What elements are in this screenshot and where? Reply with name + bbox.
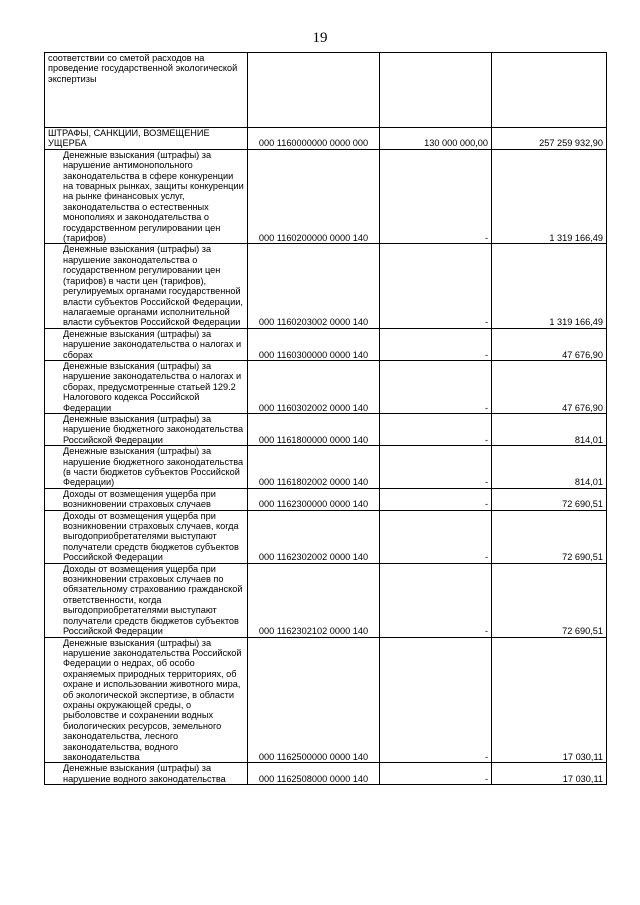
- row-plan: -: [380, 244, 492, 328]
- row-plan: 130 000 000,00: [380, 128, 492, 150]
- table-row: [45, 413, 607, 445]
- row-code: 000 1160203002 0000 140: [248, 244, 380, 328]
- row-name: Денежные взыскания (штрафы) за нарушение бюджетного законодательства (в части бюджетов субъектов Российской Федерации): [45, 446, 248, 489]
- row-plan: -: [380, 763, 492, 785]
- row-name: Доходы от возмещения ущерба при возникновении страховых случаев, когда выгодоприобретателями выступают получатели средств бюджетов субъектов Российской Федерации: [45, 510, 248, 563]
- row-plan: -: [380, 328, 492, 360]
- row-exec: 17 030,11: [492, 763, 607, 785]
- row-plan: -: [380, 488, 492, 510]
- row-code: 000 1162508000 0000 140: [248, 763, 380, 785]
- table-row: [45, 53, 607, 128]
- row-name: Денежные взыскания (штрафы) за нарушение антимонопольного законодательства в сфере конкуренции на товарных рынках, защиты конкуренции на рынке финансовых услуг, законодательства о естественных монополиях и законодательства о государственном регулировании цен (тарифов): [45, 149, 248, 244]
- row-exec: 47 676,90: [492, 328, 607, 360]
- row-code: 000 1160302002 0000 140: [248, 360, 380, 413]
- table-row: [45, 360, 607, 413]
- row-exec: 17 030,11: [492, 637, 607, 763]
- row-code: [248, 53, 380, 128]
- row-code: 000 1162300000 0000 140: [248, 488, 380, 510]
- row-exec: [492, 53, 607, 128]
- row-plan: -: [380, 149, 492, 244]
- row-plan: -: [380, 510, 492, 563]
- row-exec: 47 676,90: [492, 360, 607, 413]
- page-number: 19: [312, 30, 328, 46]
- row-code: 000 1160000000 0000 000: [248, 128, 380, 150]
- row-code: 000 1162302102 0000 140: [248, 563, 380, 637]
- table-row: [45, 763, 607, 785]
- table-row: [45, 446, 607, 489]
- row-name: соответствии со сметой расходов на проведение государственной экологической экспертизы: [45, 53, 248, 128]
- row-name: Доходы от возмещения ущерба при возникновении страховых случаев по обязательному страхованию гражданской ответственности, когда выгодоприобретателями выступают получатели средств бюджетов субъектов Российской Федерации: [45, 563, 248, 637]
- revenue-table: [44, 52, 607, 785]
- row-exec: 72 690,51: [492, 488, 607, 510]
- row-exec: 1 319 166,49: [492, 244, 607, 328]
- table-row: [45, 244, 607, 328]
- row-name: Денежные взыскания (штрафы) за нарушение законодательства о налогах и сборах: [45, 328, 248, 360]
- row-code: 000 1160300000 0000 140: [248, 328, 380, 360]
- row-plan: -: [380, 637, 492, 763]
- row-plan: -: [380, 563, 492, 637]
- table-row: [45, 328, 607, 360]
- row-plan: -: [380, 446, 492, 489]
- row-name: ШТРАФЫ, САНКЦИИ, ВОЗМЕЩЕНИЕ УЩЕРБА: [45, 128, 248, 150]
- row-code: 000 1162302002 0000 140: [248, 510, 380, 563]
- row-exec: 72 690,51: [492, 510, 607, 563]
- row-code: 000 1160200000 0000 140: [248, 149, 380, 244]
- table-row: [45, 563, 607, 637]
- row-exec: 1 319 166,49: [492, 149, 607, 244]
- row-plan: -: [380, 413, 492, 445]
- row-name: Денежные взыскания (штрафы) за нарушение законодательства о государственном регулировании цен (тарифов) в части цен (тарифов), регулируемых органами государственной власти субъектов Российской Федерации, налагаемые органами исполнительной власти субъектов Российской Федерации: [45, 244, 248, 328]
- row-code: 000 1161802002 0000 140: [248, 446, 380, 489]
- row-exec: 814,01: [492, 446, 607, 489]
- row-code: 000 1162500000 0000 140: [248, 637, 380, 763]
- row-plan: [380, 53, 492, 128]
- row-exec: 814,01: [492, 413, 607, 445]
- row-plan: -: [380, 360, 492, 413]
- row-name: Доходы от возмещения ущерба при возникновении страховых случаев: [45, 488, 248, 510]
- table-row: [45, 637, 607, 763]
- table-row: [45, 488, 607, 510]
- row-code: 000 1161800000 0000 140: [248, 413, 380, 445]
- row-name: Денежные взыскания (штрафы) за нарушение водного законодательства: [45, 763, 248, 785]
- table-row: [45, 149, 607, 244]
- row-name: Денежные взыскания (штрафы) за нарушение бюджетного законодательства Российской Федерации: [45, 413, 248, 445]
- table-row: [45, 128, 607, 150]
- row-exec: 257 259 932,90: [492, 128, 607, 150]
- row-exec: 72 690,51: [492, 563, 607, 637]
- row-name: Денежные взыскания (штрафы) за нарушение законодательства Российской Федерации о недрах, об особо охраняемых природных территориях, об охране и использовании животного мира, об экологической экспертизе, в области охраны окружающей среды, о рыболовстве и сохранении водных биологических ресурсов, земельного законодательства, лесного законодательства, водного законодательства: [45, 637, 248, 763]
- row-name: Денежные взыскания (штрафы) за нарушение законодательства о налогах и сборах, предусмотренные статьей 129.2 Налогового кодекса Российской Федерации: [45, 360, 248, 413]
- table-row: [45, 510, 607, 563]
